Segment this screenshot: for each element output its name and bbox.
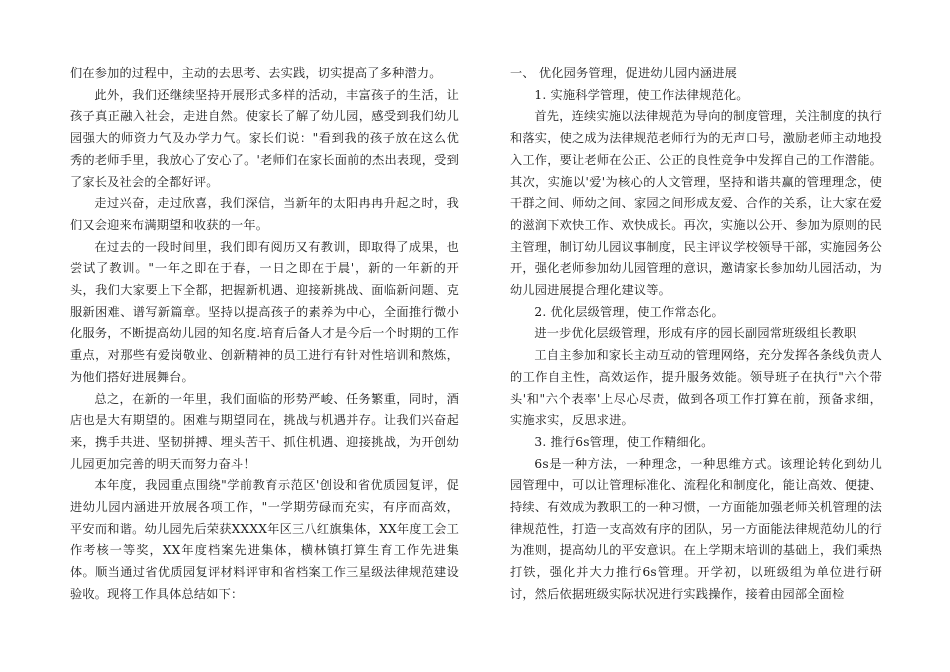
left-text-column <box>70 63 459 606</box>
subheading-3: 3. 推行6s管理，使工作精细化。 <box>534 434 714 449</box>
paragraph-left-2: 此外，我们还继续坚持开展形式多样的活动，丰富孩子的生活，让孩子真正融入社会，走进自然。使家长了解了幼儿园，感受到我们幼儿园强大的师资力气及办学力气。家长们说："看到我的孩子放在这么优秀的老师手里，我放心了安心了。'老师们在家长面前的杰出表现，受到了家长及社会的全都好评。 <box>70 87 459 189</box>
paragraph-left-6: 本年度，我园重点围绕"学前教育示范区'创设和省优质园复评，促进幼儿园内涵进开放展各项工作，"一学期劳碌而充实，有序而高效，平安而和谐。幼儿园先后荣获XXXX年区三八红旗集体，XX年度工会工作考核一等奖，XX年度档案先进集体，横林镇打算生育工作先进集体。顺当通过省优质园复评材料评审和省档案工作三星级法律规范建设验收。现将工作具体总结如下： <box>70 478 459 601</box>
section-heading: 一、 优化园务管理，促进幼儿园内涵进展 <box>510 66 738 80</box>
paragraph-right-2: 进一步优化层级管理，形成有序的园长副园常班级组长教职 <box>534 326 857 341</box>
right-text-column <box>510 63 882 606</box>
subheading-2: 2. 优化层级管理，使工作常态化。 <box>534 304 724 319</box>
paragraph-left-5: 总之，在新的一年里，我们面临的形势严峻、任务繁重，同时，酒店也是大有期望的。困难与期望同在，挑战与机遇并存。让我们兴奋起来，携手共进、坚韧拼搏、埋头苦干、抓住机遇、迎接挑战，为开创幼儿园更加完善的明天而努力奋斗！ <box>70 391 459 471</box>
paragraph-right-3: 工自主参加和家长主动互动的管理网络，充分发挥各条线负责人的工作自主性，高效运作，提升服务效能。领导班子在执行"六个带头'和"六个表率'上尽心尽责，做到各项工作打算在前，预备求细，实施求实，反思求进。 <box>510 348 882 428</box>
paragraph-right-4: 6s是一种方法，一种理念，一种思维方式。该理论转化到幼儿园管理中，可以让管理标准化、流程化和制度化，能让高效、便捷、持续、有效成为教职工的一种习惯，一方面能加强老师关机管理的法律规范性，打造一支高效有序的团队，另一方面能法律规范幼儿的行为准则，提高幼儿的平安意识。在上学期末培训的基础上，我们乘热打铁，强化并大力推行6s管理。开学初，以班级组为单位进行研讨，然后依据班级实际状况进行实践操作，接着由园部全面检 <box>510 456 882 601</box>
paragraph-left-3: 走过兴奋，走过欣喜，我们深信，当新年的太阳冉冉升起之时，我们又会迎来布满期望和收获的一年。 <box>70 196 459 232</box>
paragraph-left-1: 们在参加的过程中，主动的去思考、去实践，切实提高了多种潜力。 <box>70 66 442 80</box>
paragraph-left-4: 在过去的一段时间里，我们即有阅历又有教训，即取得了成果，也尝试了教训。"一年之即在于春，一日之即在于晨'，新的一年新的开头，我们大家要上下全都，把握新机遇、迎接新挑战、面临新问题、克服新困难、谱写新篇章。坚持以提高孩子的素养为中心，全面推行微小化服务，不断提高幼儿园的知名度.培育后备人才是今后一个时期的工作重点，对那些有爱岗敬业、创新精神的员工进行有针对性培训和熬炼，为他们搭好进展舞台。 <box>70 239 459 384</box>
paragraph-right-1: 首先，连续实施以法律规范为导向的制度管理，关注制度的执行和落实，使之成为法律规范老师行为的无声口号，激励老师主动地投入工作，要让老师在公正、公正的良性竞争中发挥自己的工作潜能。其次，实施以'爱'为核心的人文管理，坚持和谐共赢的管理理念，使干群之间、师幼之间、家园之间形成友爱、合作的关系，让大家在爱的滋润下欢快工作、欢快成长。再次，实施以公开、参加为原则的民主管理，制订幼儿园议事制度，民主评议学校领导干部，实施园务公开，强化老师参加幼儿园管理的意识，邀请家长参加幼儿园活动，为幼儿园进展提合理化建议等。 <box>510 109 882 298</box>
subheading-1: 1. 实施科学管理，使工作法律规范化。 <box>534 87 749 102</box>
